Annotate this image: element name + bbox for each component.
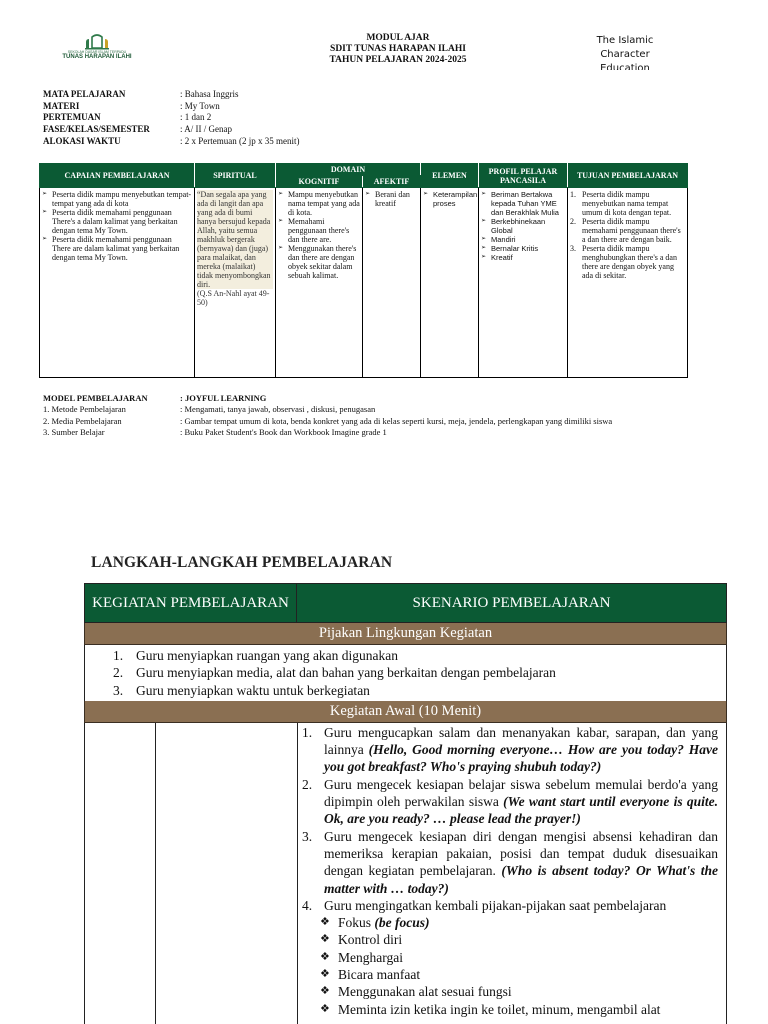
list-item: ➢ Mampu menyebutkan nama tempat yang ada di kota. xyxy=(278,190,360,217)
list-item: ➢ Peserta didik mampu menyebutkan tempat-tempat yang ada di kota xyxy=(42,190,192,208)
list-item: ➢ Berani dan kreatif xyxy=(365,190,418,208)
list-item: 3. Guru menyiapkan waktu untuk berkegiatan xyxy=(113,682,370,698)
sub-item xyxy=(320,949,718,966)
meta-key: ALOKASI WAKTU xyxy=(43,135,121,146)
scenario-step: 1. Guru mengucapkan salam dan menanyakan kabar, sarapan, dan yang lainnya (Hello, Good morning everyone… How are you today? Have you got breakfast? Who's praying shubuh today?) xyxy=(302,724,718,775)
model-key: MODEL PEMBELAJARAN xyxy=(43,393,148,403)
meta-value: : 1 dan 2 xyxy=(180,112,212,123)
list-item: Peserta didik mampu menghubungkan there's a dan there are dengan obyek yang ada di sekitar. xyxy=(582,244,677,280)
document-title xyxy=(300,33,496,66)
model-row xyxy=(43,427,612,438)
steps-header xyxy=(84,583,727,623)
step-text: Guru mengecek kesiapan belajar siswa sebelum memulai berdo'a yang dipimpin oleh perwakilan siswa xyxy=(324,776,718,810)
list-item: 1. Guru menyiapkan ruangan yang akan digunakan xyxy=(113,648,399,663)
profil-cell xyxy=(479,188,568,378)
band-kegiatan-awal: Kegiatan Awal (10 Menit) xyxy=(84,701,727,723)
header-kegiatan: KEGIATAN PEMBELAJARAN xyxy=(85,584,297,622)
logo-name: TUNAS HARAPAN ILAHI xyxy=(62,54,132,60)
list-item: ➢ Peserta didik memahami penggunaan There are dalam kalimat yang berkaitan dengan tema My Town. xyxy=(42,235,192,262)
list-item: ➢ Keterampilan proses xyxy=(423,190,476,208)
model-value: : JOYFUL LEARNING xyxy=(180,393,267,403)
model-heading xyxy=(43,393,612,404)
step-dialogue: (Hello, Good morning everyone… How are you today? Have you got breakfast? Who's praying shubuh today?) xyxy=(324,742,718,775)
elemen-cell xyxy=(421,188,479,378)
step-text: Guru mengingatkan kembali pijakan-pijakan saat pembelajaran xyxy=(324,897,667,913)
sub-item xyxy=(320,914,718,931)
meta-value: : My Town xyxy=(180,100,220,111)
meta-key: MATA PELAJARAN xyxy=(43,89,126,99)
scenario-cell xyxy=(298,723,726,1024)
title-line-2: SDIT TUNAS HARAPAN ILAHI xyxy=(330,44,466,54)
header-elemen: ELEMEN xyxy=(421,164,479,188)
title-line-1: MODUL AJAR xyxy=(366,33,430,43)
list-item: ➢ Beriman Bertakwa kepada Tuhan YME dan Berakhlak Mulia xyxy=(481,190,565,217)
band-pijakan: Pijakan Lingkungan Kegiatan xyxy=(84,623,727,645)
step-dialogue: (Who is absent today? Or What's the matter with … today?) xyxy=(324,863,718,896)
list-item-text: Guru menyiapkan media, alat dan bahan yang berkaitan dengan pembelajaran xyxy=(136,665,556,681)
empty-cell xyxy=(85,723,156,1024)
step-text: Guru mengecek kesiapan diri dengan mengisi absensi kehadiran dan memeriksa kerapian pakaian, posisi dan tempat duduk disesuaikan dengan kegiatan pembelajaran. xyxy=(324,828,718,879)
model-value: : Gambar tempat umum di kota, benda konkret yang ada di kelas seperti kursi, meja, jendela, perlengkapan yang dimiliki siswa xyxy=(180,415,613,426)
header-skenario: SKENARIO PEMBELAJARAN xyxy=(412,594,611,611)
spiritual-cell xyxy=(195,188,276,378)
model-row xyxy=(43,416,612,427)
tujuan-cell xyxy=(568,188,688,378)
scenario-step: 4. Guru mengingatkan kembali pijakan-pijakan saat pembelajaran xyxy=(302,897,667,913)
meta-row xyxy=(43,112,299,124)
sub-item xyxy=(320,983,718,1000)
pijakan-list xyxy=(84,645,727,701)
sub-item-text: Fokus xyxy=(338,915,375,931)
learning-model xyxy=(43,393,612,438)
meta-value: : 2 x Pertemuan (2 jp x 35 menit) xyxy=(180,135,300,146)
scenario-step: 3. Guru mengecek kesiapan diri dengan mengisi absensi kehadiran dan memeriksa kerapian pakaian, posisi dan tempat duduk disesuaikan dengan kegiatan pembelajaran. (Who is absent today? Or What's the matter with … today?) xyxy=(302,828,718,896)
capaian-cell xyxy=(40,188,195,378)
header-afektif: AFEKTIF xyxy=(363,176,421,188)
learning-steps-table xyxy=(84,583,727,1024)
school-logo-icon xyxy=(84,34,110,50)
sub-item xyxy=(320,931,718,948)
meta-row xyxy=(43,89,299,101)
meta-key: MATERI xyxy=(43,100,80,111)
meta-row xyxy=(43,136,299,148)
learning-outcomes-table xyxy=(39,163,688,378)
sub-item-text: Menghargai xyxy=(338,949,403,965)
list-item: ➢ Berkebhinekaan Global xyxy=(481,217,565,235)
sub-item-note: (be focus) xyxy=(374,915,430,931)
model-key: 3. Sumber Belajar xyxy=(43,426,105,437)
scenario-step: 2. Guru mengecek kesiapan belajar siswa sebelum memulai berdo'a yang dipimpin oleh perwakilan siswa (We want start until everyone is quite. Ok, are you ready? … please lead the prayer!) xyxy=(302,776,718,827)
side-note: The Islamic Character Education xyxy=(596,35,654,70)
header-spiritual: SPIRITUAL xyxy=(195,164,276,188)
header-tujuan: TUJUAN PEMBELAJARAN xyxy=(568,164,688,188)
list-item: Peserta didik mampu menyebutkan nama tempat umum di kota dengan tepat. xyxy=(582,190,672,217)
meta-key: PERTEMUAN xyxy=(43,112,101,123)
empty-cell xyxy=(156,723,298,1024)
sub-item-text: Meminta izin ketika ingin ke toilet, minum, mengambil alat xyxy=(338,1001,661,1017)
header-profil: PROFIL PELAJAR PANCASILA xyxy=(479,164,568,188)
list-item: ➢ Memahami penggunaan there's dan there are. xyxy=(278,217,360,244)
list-item-text: Guru menyiapkan ruangan yang akan digunakan xyxy=(136,648,399,663)
sub-item-text: Bicara manfaat xyxy=(338,967,421,983)
spiritual-reference: (Q.S An-Nahl ayat 49-50) xyxy=(197,289,270,307)
model-value: : Mengamati, tanya jawab, observasi , diskusi, penugasan xyxy=(180,404,376,415)
sub-item-text: Kontrol diri xyxy=(338,932,403,948)
meta-row xyxy=(43,124,299,136)
list-item-text: Guru menyiapkan waktu untuk berkegiatan xyxy=(136,682,370,698)
header-kognitif: KOGNITIF xyxy=(276,176,363,188)
kognitif-cell xyxy=(276,188,363,378)
meta-value: : A/ II / Genap xyxy=(180,124,232,135)
afektif-cell xyxy=(363,188,421,378)
lesson-meta xyxy=(43,89,299,148)
list-item: ➢ Mandiri xyxy=(481,235,565,244)
meta-row xyxy=(43,101,299,113)
meta-key: FASE/KELAS/SEMESTER xyxy=(43,124,150,135)
kegiatan-awal-row xyxy=(84,723,727,1024)
step-dialogue: (We want start until everyone is quite. Ok, are you ready? … please lead the prayer!) xyxy=(324,794,718,827)
list-item: ➢ Kreatif xyxy=(481,253,565,262)
model-key: 1. Metode Pembelajaran xyxy=(43,404,126,415)
section-title: LANGKAH-LANGKAH PEMBELAJARAN xyxy=(91,554,393,571)
list-item: ➢ Peserta didik memahami penggunaan There's a dalam kalimat yang berkaitan dengan tema My Town. xyxy=(42,208,192,235)
list-item: ➢ Menggunakan there's dan there are dengan obyek sekitar dalam sebuah kalimat. xyxy=(278,244,360,280)
model-row xyxy=(43,404,612,415)
list-item: ➢ Bernalar Kritis xyxy=(481,244,565,253)
title-line-3: TAHUN PELAJARAN 2024-2025 xyxy=(329,55,467,65)
list-item: Peserta didik mampu memahami penggunaan there's a dan there are dengan baik. xyxy=(582,217,681,244)
spiritual-quote: “Dan segala apa yang ada di langit dan apa yang ada di bumi hanya bersujud kepada Allah, yaitu semua makhluk bergerak (bernyawa) dan (juga) para malaikat, dan mereka (malaikat) tidak menyombongkan diri. xyxy=(197,190,273,289)
header-capaian: CAPAIAN PEMBELAJARAN xyxy=(40,164,195,188)
step-text: Guru mengucapkan salam dan menanyakan kabar, sarapan, dan yang lainnya xyxy=(324,724,718,758)
model-value: : Buku Paket Student's Book dan Workbook Imagine grade 1 xyxy=(180,426,387,437)
model-key: 2. Media Pembelajaran xyxy=(43,415,122,426)
sub-item-text: Menggunakan alat sesuai fungsi xyxy=(338,984,512,1000)
sub-item xyxy=(320,1001,718,1018)
list-item: 2. Guru menyiapkan media, alat dan bahan yang berkaitan dengan pembelajaran xyxy=(113,665,556,681)
meta-value: : Bahasa Inggris xyxy=(180,89,239,99)
header-domain: DOMAIN xyxy=(276,164,421,176)
logo-caption: SEKOLAH DASAR ISLAM TERPADU xyxy=(67,50,127,54)
sub-item xyxy=(320,966,718,983)
school-logo xyxy=(52,34,142,70)
